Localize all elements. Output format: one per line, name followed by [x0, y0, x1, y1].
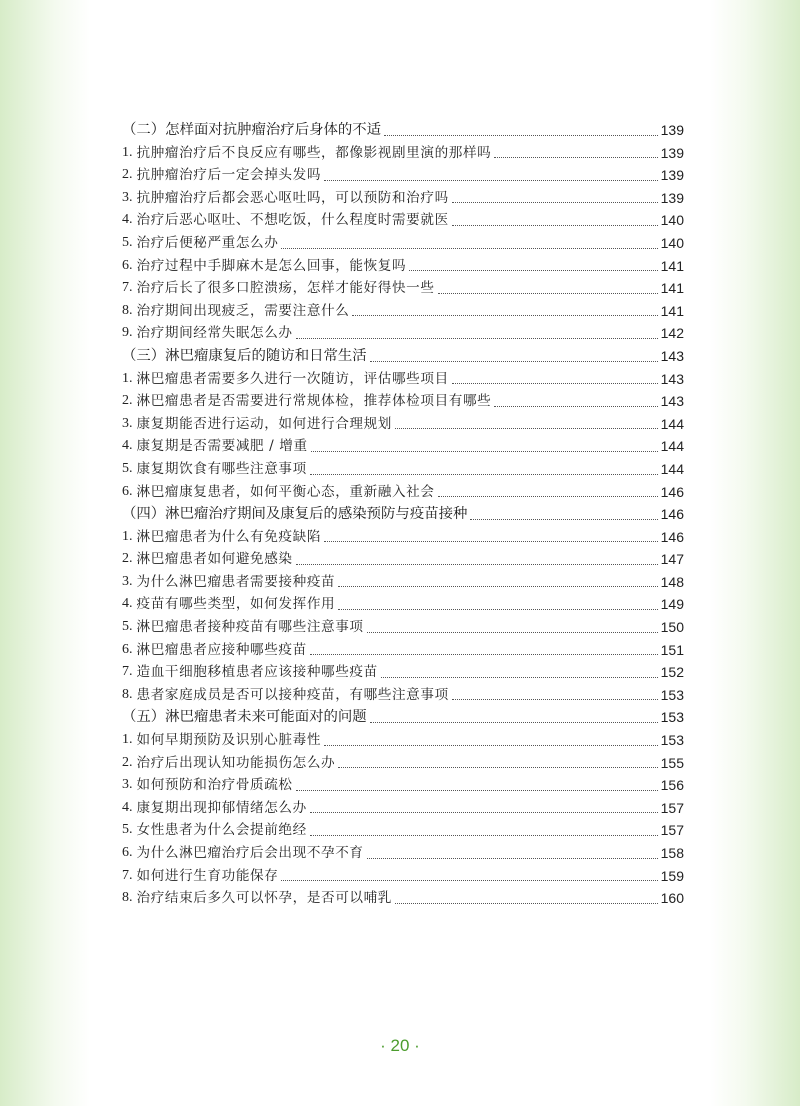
toc-entry[interactable] — [122, 887, 684, 910]
toc-entry[interactable] — [122, 616, 684, 639]
toc-entry[interactable] — [122, 842, 684, 865]
dot-leader — [409, 270, 657, 271]
dot-leader — [281, 880, 657, 881]
entry-page-number: 155 — [660, 754, 684, 771]
dot-leader — [296, 790, 658, 791]
dot-leader — [438, 293, 658, 294]
toc-entry[interactable] — [122, 729, 684, 752]
entry-page-number: 141 — [660, 280, 684, 297]
dot-leader — [395, 903, 658, 904]
entry-page-number: 158 — [660, 845, 684, 861]
dot-leader — [352, 315, 657, 316]
dot-leader — [324, 180, 658, 181]
entry-number: 4. — [122, 212, 133, 228]
toc-entry[interactable] — [122, 819, 684, 842]
toc-entry[interactable] — [122, 209, 684, 232]
entry-page-number: 141 — [660, 302, 684, 319]
dot-leader — [452, 383, 658, 384]
entry-title: 造血干细胞移植患者应该接种哪些疫苗 — [136, 664, 378, 681]
entry-title: 治疗过程中手脚麻木是怎么回事，能恢复吗 — [136, 257, 407, 274]
entry-title: 为什么淋巴瘤治疗后会出现不孕不育 — [136, 845, 364, 861]
entry-number: 5. — [122, 234, 133, 250]
entry-number: 1. — [122, 144, 133, 160]
dot-leader — [494, 157, 657, 158]
entry-page-number: 153 — [660, 732, 684, 749]
toc-entry[interactable] — [122, 187, 684, 210]
entry-number: 6. — [122, 641, 133, 657]
entry-number: 7. — [122, 280, 133, 296]
entry-title: 抗肿瘤治疗后不良反应有哪些，都像影视剧里演的那样吗 — [136, 144, 492, 161]
toc-section-heading[interactable] — [122, 119, 684, 142]
entry-number: 2. — [122, 551, 133, 567]
entry-number: 1. — [122, 528, 133, 544]
dot-leader — [281, 248, 657, 249]
entry-number: 8. — [122, 302, 133, 318]
entry-page-number: 140 — [660, 234, 684, 251]
dot-leader — [367, 858, 658, 859]
toc-entry[interactable] — [122, 435, 684, 458]
toc-entry[interactable] — [122, 752, 684, 775]
dot-leader — [494, 406, 657, 407]
entry-number: 9. — [122, 325, 133, 341]
entry-title: 淋巴瘤患者接种疫苗有哪些注意事项 — [136, 619, 364, 636]
dot-leader — [338, 586, 657, 587]
entry-title: 淋巴瘤患者如何避免感染 — [136, 551, 293, 568]
entry-page-number: 157 — [660, 822, 684, 839]
entry-page-number: 157 — [660, 799, 684, 816]
dot-leader — [438, 496, 658, 497]
page-number: · 20 · — [380, 1036, 420, 1055]
entry-title: 如何预防和治疗骨质疏松 — [136, 777, 293, 794]
entry-title: 康复期能否进行运动，如何进行合理规划 — [136, 415, 392, 432]
dot-leader — [452, 202, 658, 203]
entry-title: 为什么淋巴瘤患者需要接种疫苗 — [136, 573, 336, 590]
entry-page-number: 146 — [660, 483, 684, 500]
entry-number: 5. — [122, 460, 133, 476]
section-title: （二）怎样面对抗肿瘤治疗后身体的不适 — [122, 122, 382, 138]
entry-page-number: 142 — [660, 325, 684, 342]
entry-page-number: 140 — [660, 212, 684, 229]
dot-leader — [296, 338, 658, 339]
entry-page-number: 147 — [660, 551, 684, 568]
toc-section-heading[interactable] — [122, 503, 684, 526]
entry-number: 5. — [122, 619, 133, 635]
entry-number: 3. — [122, 573, 133, 589]
dot-leader — [452, 225, 658, 226]
dot-leader — [324, 541, 658, 542]
entry-page-number: 144 — [660, 438, 684, 455]
section-page-number: 146 — [660, 506, 684, 523]
toc-entry[interactable] — [122, 865, 684, 888]
entry-number: 4. — [122, 799, 133, 815]
toc-entry[interactable] — [122, 526, 684, 549]
entry-number: 4. — [122, 438, 133, 454]
entry-number: 6. — [122, 845, 133, 860]
entry-page-number: 156 — [660, 777, 684, 794]
toc-entry[interactable] — [122, 322, 684, 345]
entry-number: 6. — [122, 483, 133, 499]
toc-entry[interactable] — [122, 684, 684, 707]
toc-section-heading[interactable] — [122, 345, 684, 368]
dot-leader — [470, 519, 657, 520]
toc-entry[interactable] — [122, 413, 684, 436]
entry-title: 如何进行生育功能保存 — [136, 867, 279, 884]
dot-leader — [310, 835, 658, 836]
entry-number: 2. — [122, 167, 133, 183]
entry-number: 1. — [122, 732, 133, 748]
entry-number: 2. — [122, 393, 133, 409]
entry-title: 治疗期间出现疲乏，需要注意什么 — [136, 302, 350, 319]
entry-title: 治疗后出现认知功能损伤怎么办 — [136, 754, 336, 771]
table-of-contents — [122, 119, 684, 910]
toc-entry[interactable] — [122, 639, 684, 662]
section-page-number: 143 — [660, 347, 684, 364]
entry-number: 3. — [122, 189, 133, 205]
entry-title: 淋巴瘤患者需要多久进行一次随访，评估哪些项目 — [136, 370, 449, 387]
entry-title: 康复期饮食有哪些注意事项 — [136, 460, 307, 477]
toc-section-heading[interactable] — [122, 706, 684, 729]
entry-title: 女性患者为什么会提前绝经 — [136, 822, 307, 839]
dot-leader — [395, 428, 658, 429]
entry-page-number: 152 — [660, 664, 684, 681]
entry-page-number: 141 — [660, 257, 684, 274]
entry-number: 4. — [122, 596, 133, 612]
entry-title: 疫苗有哪些类型，如何发挥作用 — [136, 596, 336, 613]
dot-leader — [311, 451, 658, 452]
toc-entry[interactable] — [122, 481, 684, 504]
entry-title: 抗肿瘤治疗后都会恶心呕吐吗，可以预防和治疗吗 — [136, 189, 449, 206]
dot-leader — [310, 812, 658, 813]
toc-entry[interactable] — [122, 368, 684, 391]
section-title: （四）淋巴瘤治疗期间及康复后的感染预防与疫苗接种 — [122, 506, 468, 523]
entry-number: 2. — [122, 754, 133, 770]
dot-leader — [370, 361, 658, 362]
entry-page-number: 139 — [660, 144, 684, 161]
toc-entry[interactable] — [122, 458, 684, 481]
entry-page-number: 143 — [660, 393, 684, 410]
toc-entry[interactable] — [122, 390, 684, 413]
entry-page-number: 139 — [660, 189, 684, 206]
entry-number: 8. — [122, 890, 133, 906]
entry-page-number: 149 — [660, 596, 684, 613]
entry-page-number: 139 — [660, 167, 684, 184]
entry-title: 淋巴瘤患者为什么有免疫缺陷 — [136, 528, 322, 545]
dot-leader — [310, 474, 658, 475]
entry-page-number: 160 — [660, 890, 684, 907]
dot-leader — [381, 677, 658, 678]
entry-title: 抗肿瘤治疗后一定会掉头发吗 — [136, 167, 322, 184]
entry-title: 康复期出现抑郁情绪怎么办 — [136, 799, 307, 816]
entry-number: 1. — [122, 370, 133, 386]
toc-entry[interactable] — [122, 277, 684, 300]
entry-number: 3. — [122, 415, 133, 431]
section-title: （三）淋巴瘤康复后的随访和日常生活 — [122, 347, 367, 364]
entry-title: 治疗结束后多久可以怀孕，是否可以哺乳 — [136, 890, 392, 907]
entry-title: 康复期是否需要减肥 / 增重 — [136, 438, 308, 455]
entry-title: 患者家庭成员是否可以接种疫苗，有哪些注意事项 — [136, 686, 449, 703]
entry-number: 7. — [122, 867, 133, 883]
dot-leader — [384, 135, 658, 136]
toc-entry[interactable] — [122, 142, 684, 165]
entry-page-number: 148 — [660, 573, 684, 590]
toc-entry[interactable] — [122, 797, 684, 820]
section-page-number: 153 — [660, 709, 684, 726]
toc-entry[interactable] — [122, 571, 684, 594]
dot-leader — [310, 654, 658, 655]
section-title: （五）淋巴瘤患者未来可能面对的问题 — [122, 709, 367, 726]
toc-entry[interactable] — [122, 164, 684, 187]
entry-number: 3. — [122, 777, 133, 793]
entry-number: 8. — [122, 686, 133, 702]
entry-title: 治疗后便秘严重怎么办 — [136, 234, 279, 251]
entry-title: 淋巴瘤患者是否需要进行常规体检，推荐体检项目有哪些 — [136, 393, 492, 410]
entry-title: 治疗后恶心呕吐、不想吃饭，什么程度时需要就医 — [136, 212, 449, 229]
toc-entry[interactable] — [122, 661, 684, 684]
toc-entry[interactable] — [122, 255, 684, 278]
entry-number: 6. — [122, 257, 133, 273]
entry-page-number: 159 — [660, 867, 684, 884]
entry-page-number: 151 — [660, 641, 684, 658]
toc-entry[interactable] — [122, 593, 684, 616]
entry-page-number: 143 — [660, 370, 684, 387]
toc-entry[interactable] — [122, 774, 684, 797]
entry-page-number: 146 — [660, 528, 684, 545]
dot-leader — [338, 767, 657, 768]
toc-entry[interactable] — [122, 300, 684, 323]
entry-title: 淋巴瘤康复患者，如何平衡心态，重新融入社会 — [136, 483, 435, 500]
dot-leader — [338, 609, 657, 610]
entry-title: 治疗后长了很多口腔溃疡，怎样才能好得快一些 — [136, 280, 435, 297]
entry-title: 治疗期间经常失眠怎么办 — [136, 325, 293, 342]
dot-leader — [370, 722, 658, 723]
dot-leader — [324, 745, 658, 746]
entry-number: 7. — [122, 664, 133, 680]
dot-leader — [367, 632, 658, 633]
entry-page-number: 144 — [660, 415, 684, 432]
toc-entry[interactable] — [122, 232, 684, 255]
entry-title: 如何早期预防及识别心脏毒性 — [136, 732, 322, 749]
entry-page-number: 150 — [660, 619, 684, 636]
dot-leader — [452, 699, 658, 700]
dot-leader — [296, 564, 658, 565]
entry-number: 5. — [122, 822, 133, 838]
entry-page-number: 144 — [660, 460, 684, 477]
section-page-number: 139 — [660, 122, 684, 138]
entry-title: 淋巴瘤患者应接种哪些疫苗 — [136, 641, 307, 658]
entry-page-number: 153 — [660, 686, 684, 703]
toc-entry[interactable] — [122, 548, 684, 571]
